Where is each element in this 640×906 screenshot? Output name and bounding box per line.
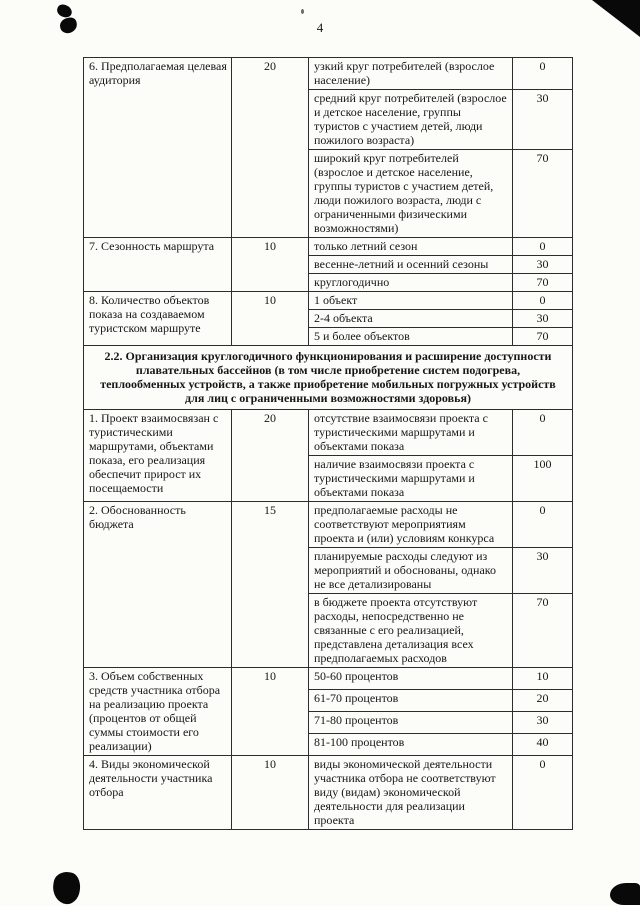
criterion-cell: 7. Сезонность маршрута [84,238,232,292]
option-cell: 2-4 объекта [309,310,513,328]
score-cell: 40 [513,734,573,756]
criterion-cell: 4. Виды экономической деятельности участника отбора [84,756,232,830]
score-cell: 70 [513,594,573,668]
score-cell: 30 [513,256,573,274]
score-cell: 30 [513,310,573,328]
table-row [84,292,573,310]
option-cell: 71-80 процентов [309,712,513,734]
table-row [84,668,573,690]
table-row [84,502,573,548]
criterion-cell: 2. Обоснованность бюджета [84,502,232,668]
scan-artifact-speck [301,9,304,14]
points-cell: 10 [232,668,309,756]
scan-artifact-bottom-right [610,883,640,905]
score-cell: 70 [513,328,573,346]
score-cell: 10 [513,668,573,690]
option-cell: узкий круг потребителей (взрослое население) [309,58,513,90]
option-cell: 81-100 процентов [309,734,513,756]
option-cell: круглогодично [309,274,513,292]
section-header-row [84,346,573,410]
criterion-cell: 6. Предполагаемая целевая аудитория [84,58,232,238]
criterion-cell: 8. Количество объектов показа на создаваемом туристском маршруте [84,292,232,346]
option-cell: 1 объект [309,292,513,310]
scan-artifact-bottom-left [51,870,82,905]
option-cell: наличие взаимосвязи проекта с туристическими маршрутами и объектами показа [309,456,513,502]
option-cell: предполагаемые расходы не соответствуют мероприятиям проекта и (или) условиям конкурса [309,502,513,548]
points-cell: 10 [232,292,309,346]
option-cell: в бюджете проекта отсутствуют расходы, непосредственно не связанные с его реализацией, представлена детализация всех предполагаемых расходов [309,594,513,668]
score-cell: 100 [513,456,573,502]
table-row [84,58,573,90]
criteria-table [83,57,573,830]
option-cell: 5 и более объектов [309,328,513,346]
score-cell: 0 [513,410,573,456]
criterion-cell: 1. Проект взаимосвязан с туристическими маршрутами, объектами показа, его реализация обеспечит прирост их посещаемости [84,410,232,502]
criterion-cell: 3. Объем собственных средств участника отбора на реализацию проекта (процентов от общей суммы стоимости его реализации) [84,668,232,756]
option-cell: отсутствие взаимосвязи проекта с туристическими маршрутами и объектами показа [309,410,513,456]
table-row [84,756,573,830]
option-cell: 61-70 процентов [309,690,513,712]
option-cell: 50-60 процентов [309,668,513,690]
option-cell: виды экономической деятельности участника отбора не соответствуют виду (видам) экономической деятельности для реализации проекта [309,756,513,830]
option-cell: широкий круг потребителей (взрослое и детское население, группы туристов с участием детей, люди пожилого возраста, люди с ограниченными физическими возможностями) [309,150,513,238]
page-number: 4 [316,20,324,35]
score-cell: 0 [513,58,573,90]
points-cell: 20 [232,410,309,502]
table-row [84,238,573,256]
option-cell: весенне-летний и осенний сезоны [309,256,513,274]
score-cell: 30 [513,548,573,594]
option-cell: планируемые расходы следуют из мероприятий и обоснованы, однако не все детализированы [309,548,513,594]
score-cell: 70 [513,150,573,238]
score-cell: 30 [513,712,573,734]
score-cell: 0 [513,502,573,548]
score-cell: 0 [513,292,573,310]
points-cell: 20 [232,58,309,238]
option-cell: только летний сезон [309,238,513,256]
score-cell: 70 [513,274,573,292]
score-cell: 0 [513,756,573,830]
points-cell: 15 [232,502,309,668]
points-cell: 10 [232,238,309,292]
score-cell: 0 [513,238,573,256]
section-header: 2.2. Организация круглогодичного функционирования и расширение доступности плавательных бассейнов (в том числе приобретение систем подогрева, теплообменных устройств, а также приобретение мобильных погружных устройств для лиц с ограниченными возможностями здоровья) [84,346,573,410]
option-cell: средний круг потребителей (взрослое и детское население, группы туристов с участием детей, люди пожилого возраста) [309,90,513,150]
points-cell: 10 [232,756,309,830]
score-cell: 30 [513,90,573,150]
scan-artifact-top-right [592,0,640,37]
table-row [84,410,573,456]
score-cell: 20 [513,690,573,712]
